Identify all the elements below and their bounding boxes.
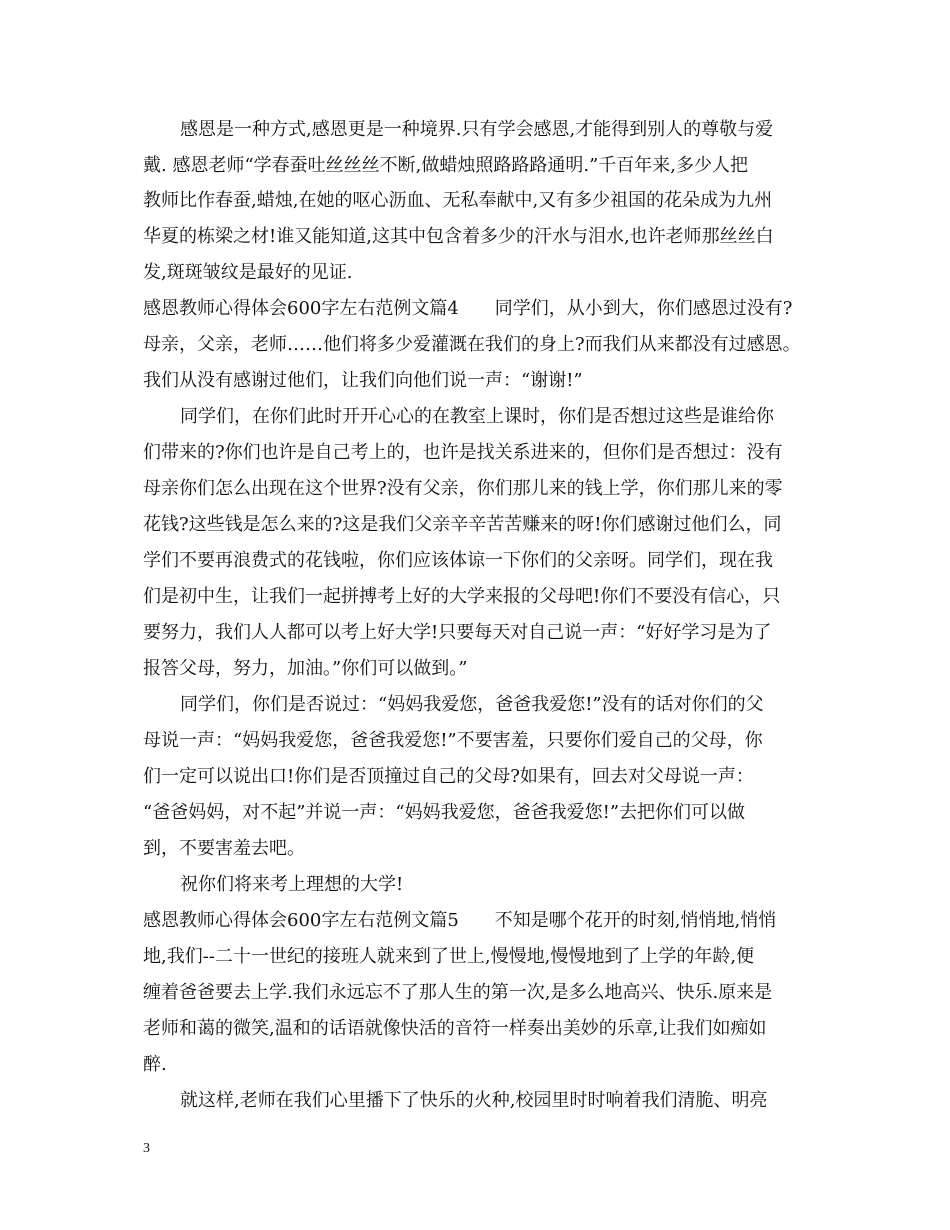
text-line: 我们从没有感谢过他们，让我们向他们说一声：“谢谢!” xyxy=(143,370,583,391)
text-line: 发,斑斑皱纹是最好的见证. xyxy=(143,262,353,283)
section-heading-5: 感恩教师心得体会600字左右范例文篇5 不知是哪个花开的时刻,悄悄地,悄悄 xyxy=(143,910,777,931)
text-line: 祝你们将来考上理想的大学! xyxy=(180,874,404,895)
text-line: 报答父母，努力，加油。”你们可以做到。” xyxy=(143,658,468,679)
text-line: 到，不要害羞去吧。 xyxy=(143,838,305,859)
text-line: 教师比作春蚕,蜡烛,在她的呕心沥血、无私奉献中,又有多少祖国的花朵成为九州 xyxy=(143,190,773,211)
text-line: 华夏的栋梁之材!谁又能知道,这其中包含着多少的汗水与泪水,也许老师那丝丝白 xyxy=(143,226,774,247)
text-line: 醉. xyxy=(143,1054,167,1075)
text-line: 地,我们--二十一世纪的接班人就来到了世上,慢慢地,慢慢地到了上学的年龄,便 xyxy=(143,946,755,967)
text-line: 母亲你们怎么出现在这个世界?没有父亲，你们那儿来的钱上学，你们那儿来的零 xyxy=(143,478,783,499)
text-line: “爸爸妈妈，对不起”并说一声：“妈妈我爱您，爸爸我爱您!”去把你们可以做 xyxy=(143,802,746,823)
text-line: 缠着爸爸要去上学.我们永远忘不了那人生的第一次,是多么地高兴、快乐.原来是 xyxy=(143,982,773,1003)
text-line: 们是初中生，让我们一起拼搏考上好的大学来报的父母吧!你们不要没有信心，只 xyxy=(143,586,781,607)
text-line: 同学们，在你们此时开开心心的在教室上课时，你们是否想过这些是谁给你 xyxy=(180,406,774,427)
text-line: 花钱?这些钱是怎么来的?这是我们父亲辛辛苦苦赚来的呀!你们感谢过他们么，同 xyxy=(143,514,782,535)
text-line: 感恩是一种方式,感恩更是一种境界.只有学会感恩,才能得到别人的尊敬与爱 xyxy=(180,119,774,140)
text-line: 要努力，我们人人都可以考上好大学!只要每天对自己说一声：“好好学习是为了 xyxy=(143,622,772,643)
text-line: 就这样,老师在我们心里播下了快乐的火种,校园里时时响着我们清脆、明亮 xyxy=(180,1090,768,1111)
text-line: 母说一声：“妈妈我爱您，爸爸我爱您!”不要害羞，只要你们爱自己的父母，你 xyxy=(143,730,763,751)
text-line: 老师和蔼的微笑,温和的话语就像快活的音符一样奏出美妙的乐章,让我们如痴如 xyxy=(143,1018,767,1039)
text-line: 同学们，你们是否说过：“妈妈我爱您，爸爸我爱您!”没有的话对你们的父 xyxy=(180,694,764,715)
text-line: 学们不要再浪费式的花钱啦，你们应该体谅一下你们的父亲呀。同学们，现在我 xyxy=(143,550,773,571)
text-line: 们带来的?你们也许是自己考上的，也许是找关系进来的，但你们是否想过：没有 xyxy=(143,442,783,463)
section-heading-4: 感恩教师心得体会600字左右范例文篇4 同学们，从小到大，你们感恩过没有? xyxy=(143,298,793,319)
text-line: 母亲，父亲，老师……他们将多少爱灌溉在我们的身上?而我们从来都没有过感恩。 xyxy=(143,334,801,355)
text-line: 戴. 感恩老师“学春蚕吐丝丝丝不断,做蜡烛照路路路通明.”千百年来,多少人把 xyxy=(143,155,749,176)
text-line: 们一定可以说出口!你们是否顶撞过自己的父母?如果有，回去对父母说一声： xyxy=(143,766,754,787)
page-number: 3 xyxy=(143,1141,150,1156)
